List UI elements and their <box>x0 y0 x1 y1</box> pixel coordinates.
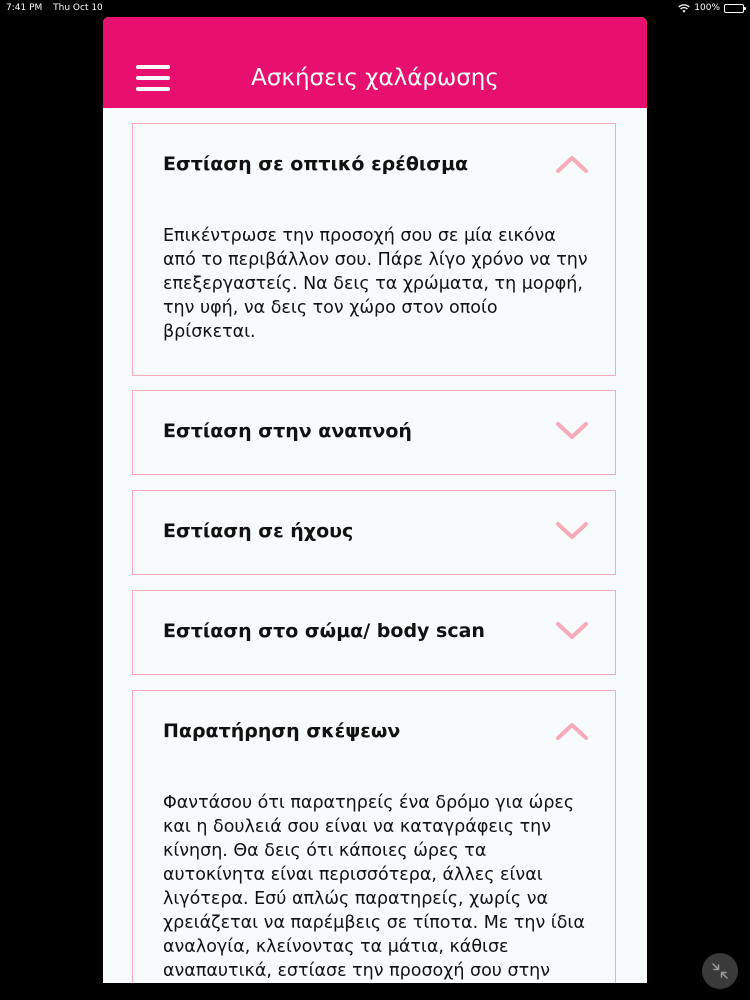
chevron-down-icon <box>555 621 589 641</box>
page-title: Ασκήσεις χαλάρωσης <box>251 65 499 91</box>
accordion-body: Φαντάσου ότι παρατηρείς ένα δρόμο για ώρες και η δουλειά σου είναι να καταγράφεις την κίνηση. Θα δεις ότι κάποιες ώρες τα αυτοκίνητα είναι περισσότερα, άλλες είναι λιγότερα. Εσύ απλώς παρατηρείς, χωρίς να χρειάζεται να παρέμβεις σε τίποτα. Με την ίδια αναλογία, κλείνοντας τα μάτια, κάθισε αναπαυτικά, εστίασε την προσοχή σου στην <box>163 793 585 981</box>
battery-icon <box>724 4 744 13</box>
status-right <box>678 0 744 16</box>
status-left <box>6 0 103 16</box>
chevron-down-icon <box>555 521 589 541</box>
accordion-header-sounds[interactable] <box>133 491 615 573</box>
battery-percent: 100% <box>694 3 720 13</box>
wifi-icon <box>678 4 690 13</box>
status-time: 7:41 PM <box>6 3 43 13</box>
accordion-header-breathing[interactable] <box>133 391 615 473</box>
accordion-item-breathing <box>132 390 616 475</box>
accordion-header-thoughts[interactable] <box>133 691 615 773</box>
header <box>103 17 647 108</box>
status-bar <box>0 0 750 16</box>
accordion-title: Εστίαση σε ήχους <box>163 520 354 542</box>
accordion-item-visual-stimulus <box>132 123 616 376</box>
collapse-window-button[interactable] <box>702 953 738 989</box>
chevron-up-icon <box>555 721 589 741</box>
collapse-arrows-icon <box>702 953 738 989</box>
accordion-item-sounds <box>132 490 616 575</box>
accordion-title: Παρατήρηση σκέψεων <box>163 720 401 742</box>
accordion-title: Εστίαση στην αναπνοή <box>163 420 412 442</box>
accordion-title: Εστίαση σε οπτικό ερέθισμα <box>163 153 469 175</box>
accordion-item-thoughts <box>132 690 616 983</box>
chevron-down-icon <box>555 421 589 441</box>
accordion-body: Επικέντρωσε την προσοχή σου σε μία εικόνα από το περιβάλλον σου. Πάρε λίγο χρόνο να την επεξεργαστείς. Να δεις τα χρώματα, τη μορφή, την υφή, να δεις τον χώρο στον οποίο βρίσκεται. <box>163 226 588 342</box>
accordion-item-body-scan <box>132 590 616 675</box>
accordion-header-visual-stimulus[interactable] <box>133 124 615 206</box>
chevron-up-icon <box>555 154 589 174</box>
accordion-header-body-scan[interactable] <box>133 591 615 673</box>
status-date: Thu Oct 10 <box>53 3 103 13</box>
exercises-modal <box>103 17 647 983</box>
accordion-title: Εστίαση στο σώμα/ body scan <box>163 620 485 642</box>
